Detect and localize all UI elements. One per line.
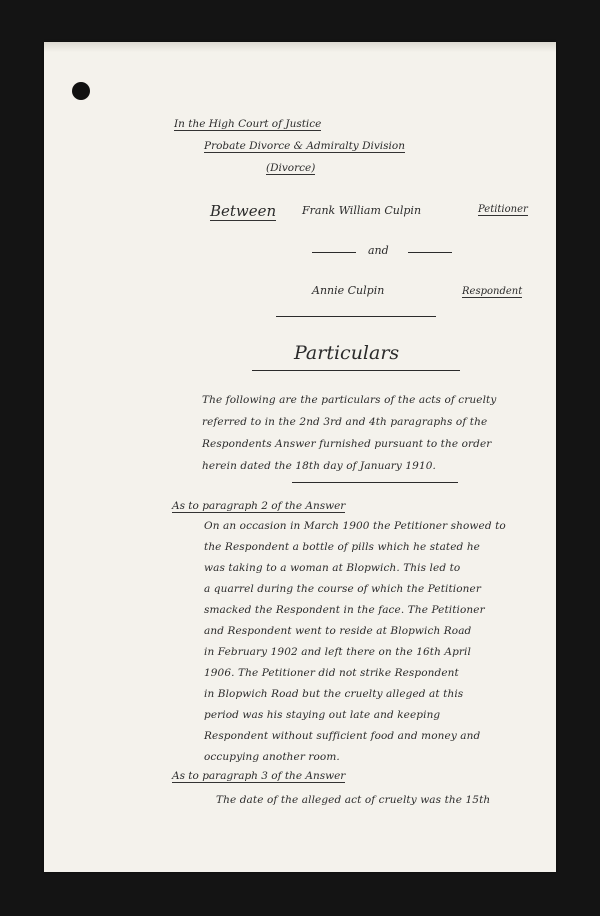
document-page <box>44 42 556 872</box>
parties-rule <box>276 316 436 317</box>
section-line: the Respondent a bottle of pills which he stated he <box>204 541 480 553</box>
section-line: On an occasion in March 1900 the Petitioner showed to <box>204 520 506 532</box>
section-line: period was his staying out late and keeping <box>204 709 441 721</box>
section-line: and Respondent went to reside at Blopwich Road <box>204 625 472 637</box>
section-line: Respondent without sufficient food and money and <box>204 730 481 742</box>
court-name: In the High Court of Justice <box>174 118 322 130</box>
intro-line: herein dated the 18th day of January 1910. <box>202 460 436 472</box>
section-heading: As to paragraph 2 of the Answer <box>172 500 346 512</box>
title-rule <box>252 370 460 371</box>
intro-line: The following are the particulars of the acts of cruelty <box>202 394 497 406</box>
section-line: in February 1902 and left there on the 16th April <box>204 646 471 658</box>
intro-rule <box>292 482 458 483</box>
section-line: in Blopwich Road but the cruelty alleged at this <box>204 688 464 700</box>
intro-line: referred to in the 2nd 3rd and 4th paragraphs of the <box>202 416 488 428</box>
and-label: and <box>368 244 389 257</box>
petitioner-role: Petitioner <box>478 204 528 215</box>
between-label: Between <box>210 202 277 220</box>
section-heading: As to paragraph 3 of the Answer <box>172 770 346 782</box>
section-line: 1906. The Petitioner did not strike Respondent <box>204 667 459 679</box>
and-rule-left <box>312 252 356 253</box>
respondent-name: Annie Culpin <box>312 284 385 297</box>
intro-line: Respondents Answer furnished pursuant to the order <box>202 438 492 450</box>
respondent-role: Respondent <box>462 286 523 297</box>
and-rule-right <box>408 252 452 253</box>
section-line: The date of the alleged act of cruelty was the 15th <box>216 794 491 806</box>
section-line: was taking to a woman at Blopwich. This led to <box>204 562 461 574</box>
punch-hole <box>72 82 90 100</box>
section-line: a quarrel during the course of which the Petitioner <box>204 583 481 595</box>
section-line: occupying another room. <box>204 751 340 763</box>
division-sub: (Divorce) <box>266 162 316 174</box>
section-line: smacked the Respondent in the face. The Petitioner <box>204 604 485 616</box>
petitioner-name: Frank William Culpin <box>302 204 422 217</box>
division-name: Probate Divorce & Admiralty Division <box>204 140 405 152</box>
page-title: Particulars <box>294 342 400 364</box>
